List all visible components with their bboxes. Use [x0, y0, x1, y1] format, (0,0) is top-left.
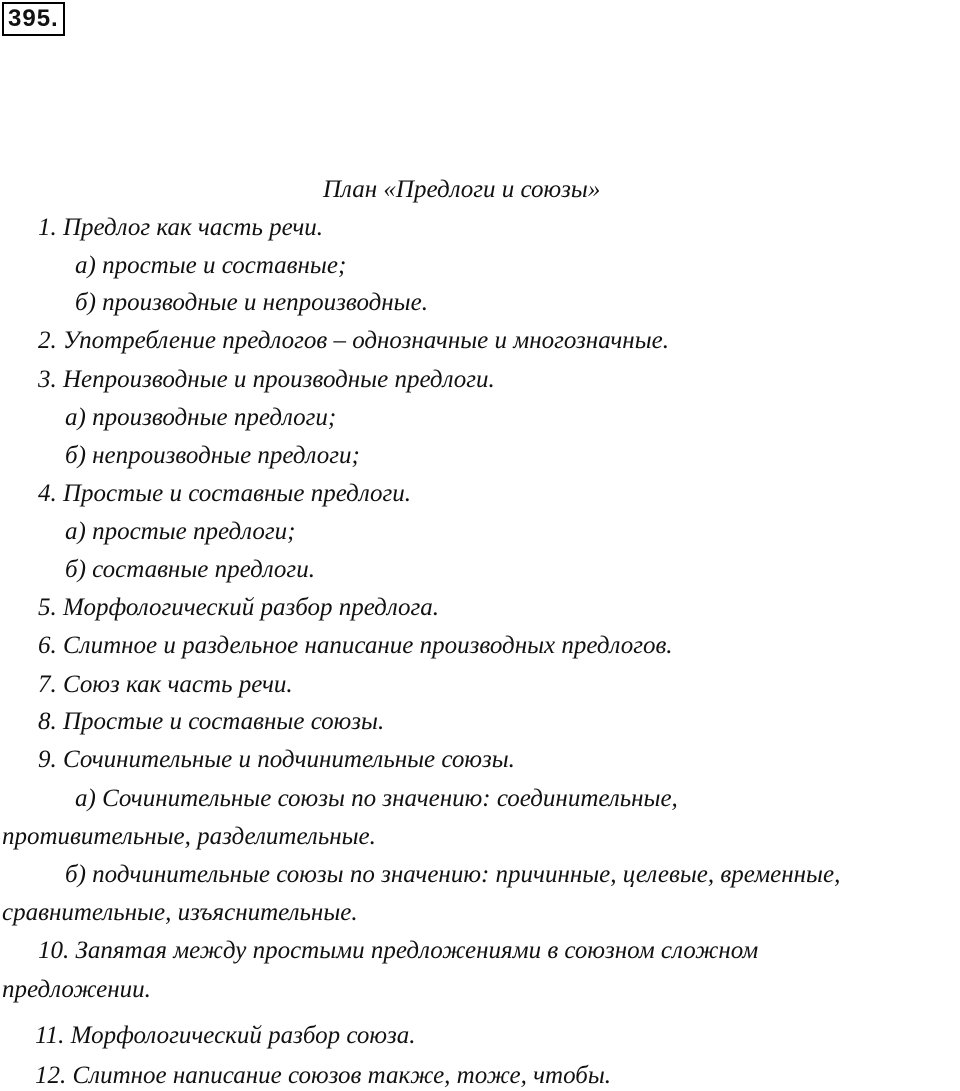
plan-line: 5. Морфологический разбор предлога.: [38, 594, 440, 621]
plan-line: 1. Предлог как часть речи.: [38, 214, 324, 241]
plan-line: 12. Слитное написание союзов также, тоже, чтобы.: [35, 1062, 612, 1089]
plan-line: предложении.: [2, 976, 151, 1003]
plan-line: 6. Слитное и раздельное написание производных предлогов.: [38, 632, 673, 659]
plan-line: б) производные и непроизводные.: [75, 289, 428, 316]
plan-line: б) подчинительные союзы по значению: причинные, целевые, временные,: [65, 861, 841, 888]
plan-line: а) производные предлоги;: [65, 404, 337, 431]
plan-line: 8. Простые и составные союзы.: [38, 708, 385, 735]
plan-line: 7. Союз как часть речи.: [38, 671, 293, 698]
plan-line: а) простые и составные;: [75, 252, 347, 279]
plan-line: 9. Сочинительные и подчинительные союзы.: [38, 746, 515, 773]
plan-line: а) Сочинительные союзы по значению: соединительные,: [75, 785, 678, 812]
plan-line: б) непроизводные предлоги;: [65, 442, 360, 469]
plan-line: б) составные предлоги.: [65, 556, 315, 583]
plan-line: 10. Запятая между простыми предложениями в союзном сложном: [38, 937, 759, 964]
plan-line: 3. Непроизводные и производные предлоги.: [38, 366, 495, 393]
plan-line: противительные, разделительные.: [2, 823, 376, 850]
exercise-number: 395.: [2, 2, 65, 36]
plan-line: 11. Морфологический разбор союза.: [35, 1022, 416, 1049]
plan-title: План «Предлоги и союзы»: [323, 176, 601, 203]
plan-line: 4. Простые и составные предлоги.: [38, 480, 412, 507]
plan-line: сравнительные, изъяснительные.: [2, 899, 358, 926]
plan-line: 2. Употребление предлогов – однозначные и многозначные.: [38, 327, 669, 354]
plan-line: а) простые предлоги;: [65, 518, 296, 545]
